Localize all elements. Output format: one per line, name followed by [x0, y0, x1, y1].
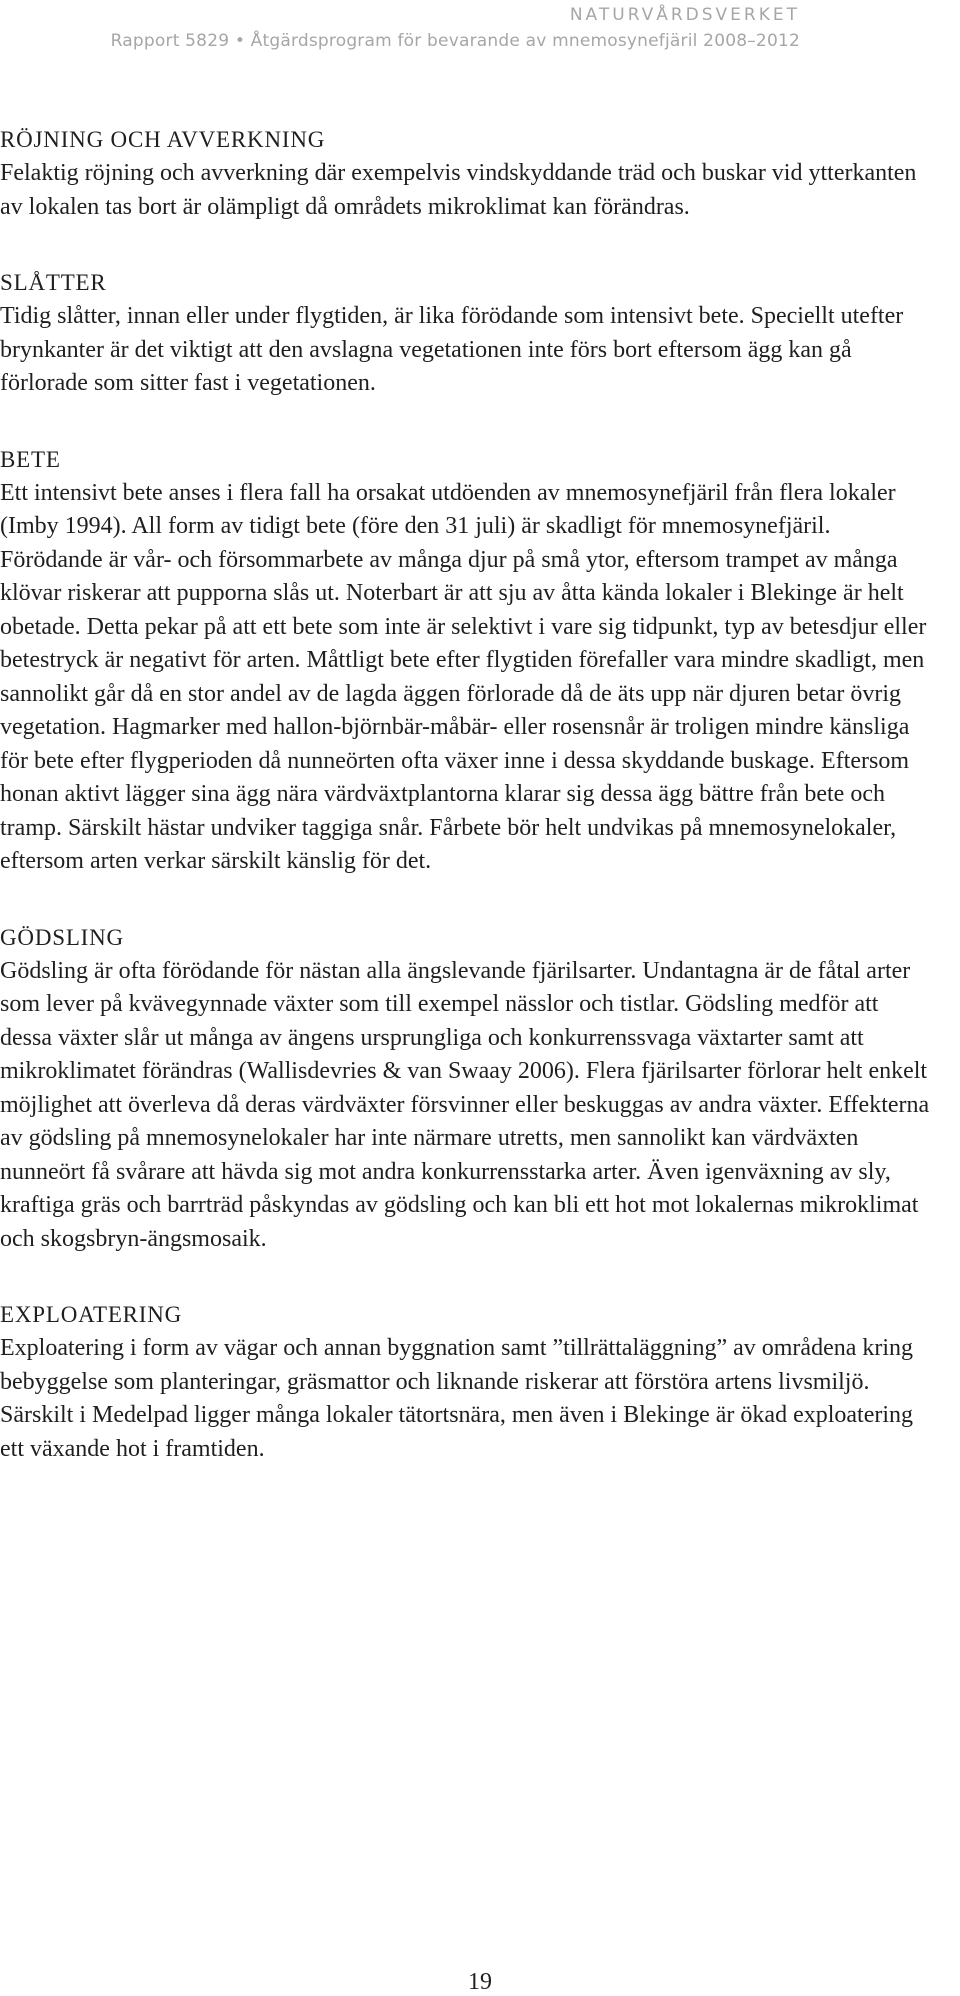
- page-content: [0, 123, 936, 1508]
- paragraph: Ett intensivt bete anses i flera fall ha orsakat utdöenden av mnemosynefjäril från flera lokaler (Imby 1994). All form av tidigt bete (före den 31 juli) är skadligt för mnemosynefjäril. Förödande är vår- och försommarbete av många djur på små ytor, eftersom trampet av många klövar riskerar att pupporna slås ut. Noterbart är att sju av åtta kända lokaler i Blekinge är helt obetade. Detta pekar på att ett bete som inte är selektivt i vare sig tidpunkt, typ av betesdjur eller betestryck är negativt för arten. Måttligt bete efter flygtiden förefaller vara mindre skadligt, men sannolikt går då en stor andel av de lagda äggen förlorade då de äts upp när djuren betar övrig vegetation. Hagmarker med hallon-björnbär-måbär- eller rosensnår är troligen mindre känsliga för bete efter flygperioden då nunneörten ofta växer inne i dessa skyddande buskage. Eftersom honan aktivt lägger sina ägg nära värdväxtplantorna klarar sig dessa ägg bättre från bete och tramp. Särskilt hästar undviker taggiga snår. Fårbete bör helt undvikas på mnemosynelokaler, eftersom arten verkar särskilt känslig för det.: [0, 479, 927, 874]
- section-body: [0, 157, 936, 224]
- section-heading: EXPLOATERING: [0, 1302, 183, 1327]
- section-body: [0, 955, 936, 1257]
- header-report-title: Rapport 5829 • Åtgärdsprogram för bevarande av mnemosynefjäril 2008–2012: [110, 31, 800, 51]
- section-exploatering: [0, 1298, 936, 1466]
- section-heading: BETE: [0, 446, 61, 472]
- section-rojning: [0, 123, 936, 224]
- section-slatter: [0, 266, 936, 401]
- section-body: [0, 1332, 936, 1466]
- running-header: [111, 4, 800, 52]
- section-body: [0, 477, 936, 879]
- section-heading: SLÅTTER: [0, 270, 107, 295]
- section-godsling: [0, 921, 936, 1257]
- paragraph: Felaktig röjning och avverkning där exempelvis vindskyddande träd och buskar vid ytterkanten av lokalen tas bort är olämpligt då områdets mikroklimat kan förändras.: [0, 160, 917, 220]
- section-heading: RÖJNING OCH AVVERKNING: [0, 127, 326, 152]
- paragraph: Tidig slåtter, innan eller under flygtiden, är lika förödande som intensivt bete. Speciellt utefter brynkanter är det viktigt att den avslagna vegetationen inte förs bort eftersom ägg kan gå förlorade som sitter fast i vegetationen.: [0, 303, 904, 396]
- section-heading: GÖDSLING: [0, 924, 124, 950]
- section-bete: [0, 443, 936, 879]
- header-organization: NATURVÅRDSVERKET: [569, 5, 800, 25]
- section-body: [0, 300, 936, 401]
- page-number: 19: [468, 1969, 492, 1995]
- paragraph: Gödsling är ofta förödande för nästan alla ängslevande fjärilsarter. Undantagna är de fåtal arter som lever på kvävegynnade växter som till exempel nässlor och tistlar. Gödsling medför att dessa växter slår ut många av ängens ursprungliga och konkurrenssvaga växtarter samt att mikroklimatet förändras (Wallisdevries & van Swaay 2006). Flera fjärilsarter förlorar helt enkelt möjlighet att överleva då deras värdväxter försvinner eller beskuggas av andra växter. Effekterna av gödsling på mnemosynelokaler har inte närmare utretts, men sannolikt kan värdväxten nunneört få svårare att hävda sig mot andra konkurrensstarka arter. Även igenväxning av sly, kraftiga gräs och barrträd påskyndas av gödsling och kan bli ett hot mot lokalernas mikroklimat och skogsbryn-ängsmosaik.: [0, 957, 930, 1252]
- paragraph: Exploatering i form av vägar och annan byggnation samt ”tillrättaläggning” av områdena kring bebyggelse som planteringar, gräsmattor och liknande riskerar att förstöra artens livsmiljö. Särskilt i Medelpad ligger många lokaler tätortsnära, men även i Blekinge är ökad exploatering ett växande hot i framtiden.: [0, 1335, 914, 1462]
